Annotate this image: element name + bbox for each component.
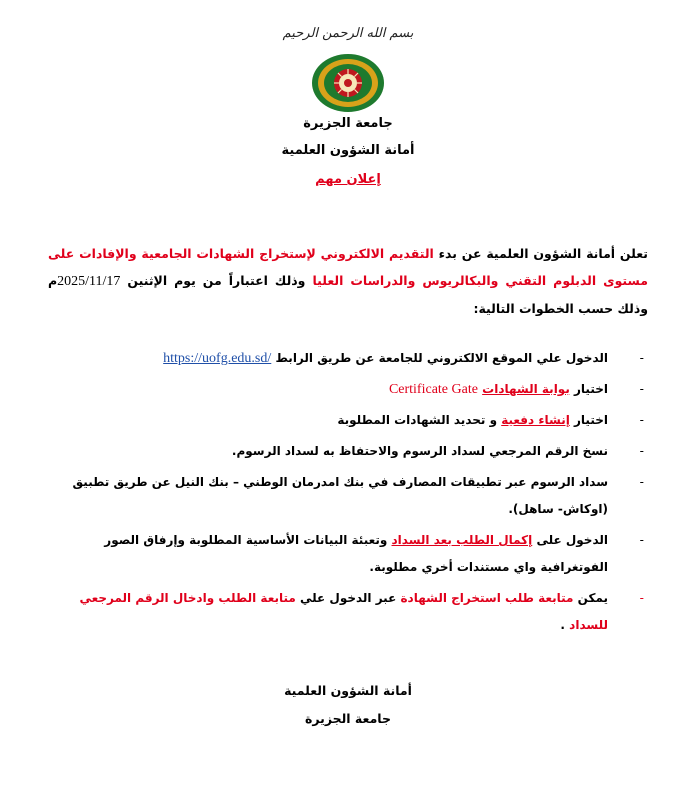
bullet-dash: - <box>639 475 644 489</box>
list-item <box>48 469 648 523</box>
step-text: اختيار <box>569 413 608 427</box>
step-text: نسخ الرقم المرجعي لسداد الرسوم والاحتفاظ به لسداد الرسوم. <box>231 444 608 458</box>
list-item <box>48 527 648 581</box>
bullet-dash: - <box>639 444 644 458</box>
track-request-label: متابعة طلب استخراج الشهادة <box>400 591 574 605</box>
step-text: يمكن <box>573 591 608 605</box>
list-item <box>48 438 648 465</box>
footer-university: جامعة الجزيرة <box>304 711 392 726</box>
bullet-dash: - <box>639 351 644 365</box>
step-text-2: عبر الدخول علي <box>295 591 401 605</box>
bullet-dash: - <box>639 382 644 396</box>
university-logo-icon <box>308 52 388 114</box>
basmala-calligraphy: بسم الله الرحمن الرحيم <box>282 26 414 41</box>
intro-text-2: وذلك اعتباراً من يوم الإثنين <box>120 273 313 288</box>
list-item <box>48 585 648 639</box>
intro-text-3: م وذلك حسب الخطوات التالية: <box>48 273 648 316</box>
step-text-2: وتعبئة البيانات الأساسية المطلوبة وإرفاق الصور الفوتغرافية واي مستندات أخري مطلوبة. <box>104 533 608 574</box>
footer-department: أمانة الشؤون العلمية <box>284 683 412 698</box>
step-text: اختيار <box>569 382 608 396</box>
university-name: جامعة الجزيرة <box>303 116 393 131</box>
step-text-2: و تحديد الشهادات المطلوبة <box>337 413 502 427</box>
intro-text: تعلن أمانة الشؤون العلمية عن بدء <box>433 246 648 261</box>
intro-paragraph <box>48 240 648 322</box>
certificate-gate-english: Certificate Gate <box>388 382 478 397</box>
notice-title: إعلان مهم <box>315 172 381 187</box>
start-date: 2025/11/17 <box>57 274 121 289</box>
list-item <box>48 376 648 403</box>
intro-highlight: التقديم الالكتروني لإستخراج الشهادات الجامعية والإفادات على مستوى الدبلوم التقني والبكالريوس والدراسات العليا <box>48 246 648 288</box>
create-batch-label: إنشاء دفعية <box>501 413 570 427</box>
list-item <box>48 407 648 434</box>
bullet-dash: - <box>639 533 644 547</box>
step-text: الدخول على <box>532 533 608 547</box>
complete-request-label: إكمال الطلب بعد السداد <box>391 533 533 547</box>
track-reference-label: متابعة الطلب وادخال الرقم المرجعي للسداد <box>79 591 608 632</box>
bullet-dash: - <box>639 413 644 427</box>
step-text: الدخول علي الموقع الالكتروني للجامعة عن طريق الرابط <box>271 351 608 365</box>
certificates-gate-label: بوابة الشهادات <box>482 382 570 396</box>
university-website-link[interactable]: https://uofg.edu.sd/ <box>163 351 272 366</box>
list-item <box>48 345 648 372</box>
department-name: أمانة الشؤون العلمية <box>281 143 415 158</box>
bullet-dash: - <box>639 591 644 605</box>
steps-list <box>48 345 648 643</box>
step-text-3: . <box>560 618 570 632</box>
step-text: سداد الرسوم عبر تطبيقات المصارف في بنك امدرمان الوطني – بنك النيل عن طريق تطبيق (اوكاش- ساهل). <box>72 475 608 516</box>
